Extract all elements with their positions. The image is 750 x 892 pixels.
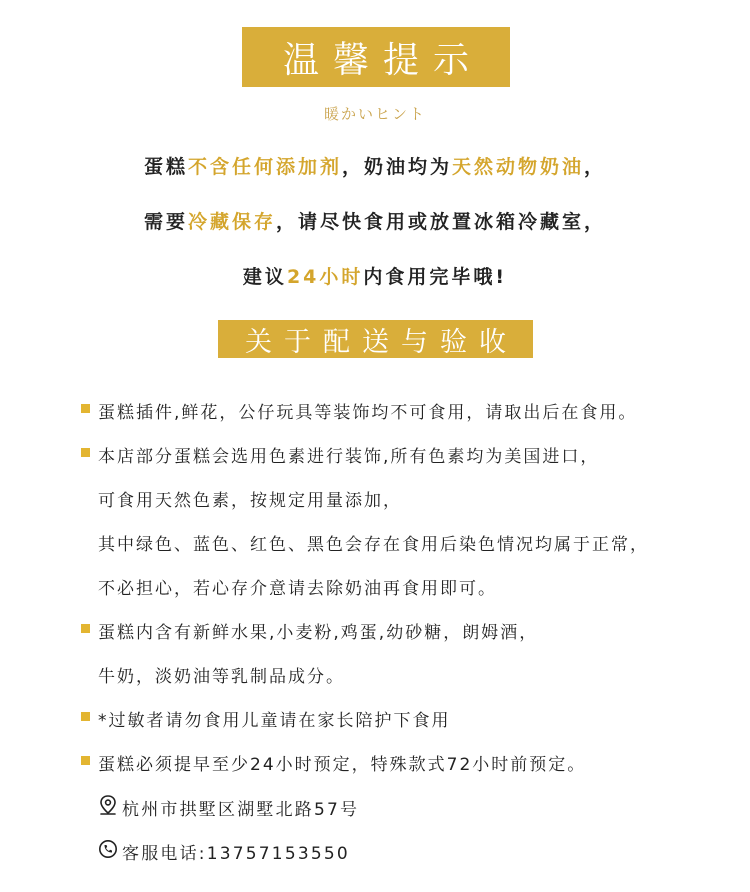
notice-text: 蛋糕 [143, 156, 188, 178]
bullet-icon [81, 624, 90, 633]
notice-text: ，请尽快食用或放置冰箱冷藏室， [276, 211, 607, 233]
notice-line-1 [0, 152, 750, 179]
bullet-icon [81, 404, 90, 413]
notice-highlight: 天然动物奶油 [452, 156, 585, 178]
phone-icon [98, 839, 122, 864]
address-row [98, 794, 359, 821]
delivery-banner-text: 关于配送与验收 [245, 326, 518, 358]
list-item: 蛋糕必须提早至少24小时预定，特殊款式72小时前预定。 [98, 755, 587, 775]
bullet-icon [81, 712, 90, 721]
list-item: 其中绿色、蓝色、红色、黑色会存在食用后染色情况均属于正常， [98, 535, 649, 555]
notice-highlight: 冷藏保存 [187, 211, 276, 233]
list-item: *过敏者请勿食用儿童请在家长陪护下食用 [98, 711, 451, 731]
bullet-icon [81, 756, 90, 765]
notice-line-3 [0, 262, 750, 289]
notice-text: 建议 [242, 266, 287, 288]
notice-text: ， [584, 156, 607, 178]
notice-highlight: 24小时 [286, 266, 364, 288]
phone-row [98, 839, 350, 864]
delivery-banner [218, 320, 533, 358]
header-banner-tips-text: 温馨提示 [282, 39, 483, 81]
list-item: 蛋糕内含有新鲜水果,小麦粉,鸡蛋,幼砂糖，朗姆酒， [98, 623, 539, 643]
phone-text: 客服电话:13757153550 [122, 844, 350, 864]
subtitle: 暖かいヒント [323, 105, 426, 123]
notice-text: ，奶油均为 [341, 156, 452, 178]
list-item: 不必担心，若心存介意请去除奶油再食用即可。 [98, 579, 497, 599]
list-item: 本店部分蛋糕会选用色素进行装饰,所有色素均为美国进口， [98, 447, 600, 467]
list-item: 牛奶，淡奶油等乳制品成分。 [98, 667, 345, 687]
notice-highlight: 不含任何添加剂 [187, 156, 342, 178]
notice-text: 内食用完毕哦! [363, 266, 508, 288]
header-banner-tips [242, 27, 510, 87]
address-text: 杭州市拱墅区湖墅北路57号 [122, 800, 360, 820]
bullet-icon [81, 448, 90, 457]
list-item: 可食用天然色素，按规定用量添加， [98, 491, 402, 511]
list-item: 蛋糕插件,鲜花，公仔玩具等装饰均不可食用，请取出后在食用。 [98, 403, 638, 423]
notice-text: 需要 [143, 211, 188, 233]
notice-line-2 [0, 207, 750, 234]
location-pin-icon [98, 794, 122, 821]
